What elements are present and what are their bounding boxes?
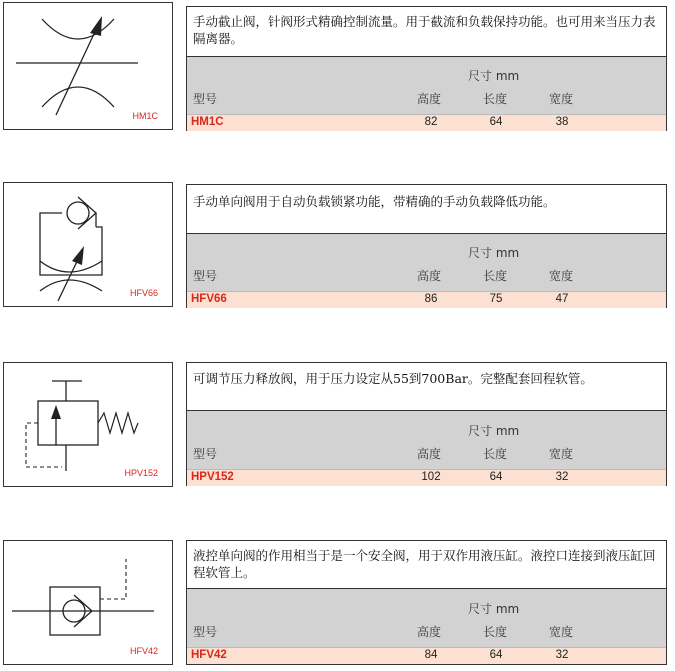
col-model-label: 型号	[193, 447, 218, 461]
height-cell: 86	[424, 293, 438, 305]
needle-valve-symbol	[3, 2, 173, 130]
product-info-table	[186, 6, 667, 131]
col-length-label: 长度	[483, 92, 508, 106]
product-description: 液控单向阀的作用相当于是一个安全阀，用于双作用液压缸。液控口连接到液压缸回程软管上。	[187, 541, 666, 589]
product-info-table	[186, 540, 667, 665]
spec-header	[187, 411, 666, 469]
length-cell: 64	[489, 116, 503, 128]
model-cell: HFV66	[191, 293, 227, 305]
col-model-label: 型号	[193, 269, 218, 283]
symbol-code-label: HFV42	[129, 646, 158, 656]
col-height-label: 高度	[417, 92, 442, 106]
width-cell: 47	[555, 293, 569, 305]
col-model-label: 型号	[193, 625, 218, 639]
col-height-label: 高度	[417, 269, 442, 283]
relief-valve-symbol	[3, 362, 173, 487]
model-cell: HFV42	[191, 649, 227, 661]
table-row	[187, 291, 666, 308]
table-row	[187, 114, 666, 131]
col-width-label: 宽度	[549, 92, 574, 106]
width-cell: 38	[555, 116, 569, 128]
product-description: 可调节压力释放阀，用于压力设定从55到700Bar。完整配套回程软管。	[187, 363, 666, 411]
col-model-label: 型号	[193, 92, 218, 106]
col-width-label: 宽度	[549, 625, 574, 639]
pilot-check-valve-symbol	[3, 540, 173, 665]
table-row	[187, 469, 666, 486]
height-cell: 84	[424, 649, 438, 661]
height-cell: 82	[424, 116, 438, 128]
col-height-label: 高度	[417, 625, 442, 639]
height-cell: 102	[421, 471, 441, 483]
col-width-label: 宽度	[549, 269, 574, 283]
dimension-header: 尺寸 mm	[468, 69, 520, 83]
col-width-label: 宽度	[549, 447, 574, 461]
col-length-label: 长度	[483, 269, 508, 283]
col-length-label: 长度	[483, 447, 508, 461]
spec-header	[187, 57, 666, 114]
length-cell: 75	[489, 293, 503, 305]
model-cell: HM1C	[191, 116, 224, 128]
length-cell: 64	[489, 471, 503, 483]
width-cell: 32	[555, 471, 569, 483]
col-length-label: 长度	[483, 625, 508, 639]
dimension-header: 尺寸 mm	[468, 246, 520, 260]
spec-header	[187, 589, 666, 647]
dimension-header: 尺寸 mm	[468, 424, 520, 438]
manual-check-valve-symbol	[3, 182, 173, 307]
spec-header	[187, 234, 666, 291]
symbol-code-label: HFV66	[129, 288, 158, 298]
product-info-table	[186, 184, 667, 308]
symbol-code-label: HM1C	[132, 111, 158, 121]
model-cell: HPV152	[191, 471, 234, 483]
product-info-table	[186, 362, 667, 486]
col-height-label: 高度	[417, 447, 442, 461]
length-cell: 64	[489, 649, 503, 661]
dimension-header: 尺寸 mm	[468, 602, 520, 616]
width-cell: 32	[555, 649, 569, 661]
symbol-code-label: HPV152	[124, 468, 158, 478]
product-description: 手动单向阀用于自动负载锁紧功能，带精确的手动负载降低功能。	[187, 185, 666, 234]
product-description: 手动截止阀，针阀形式精确控制流量。用于截流和负载保持功能。也可用来当压力表隔离器。	[187, 7, 666, 57]
table-row	[187, 647, 666, 664]
